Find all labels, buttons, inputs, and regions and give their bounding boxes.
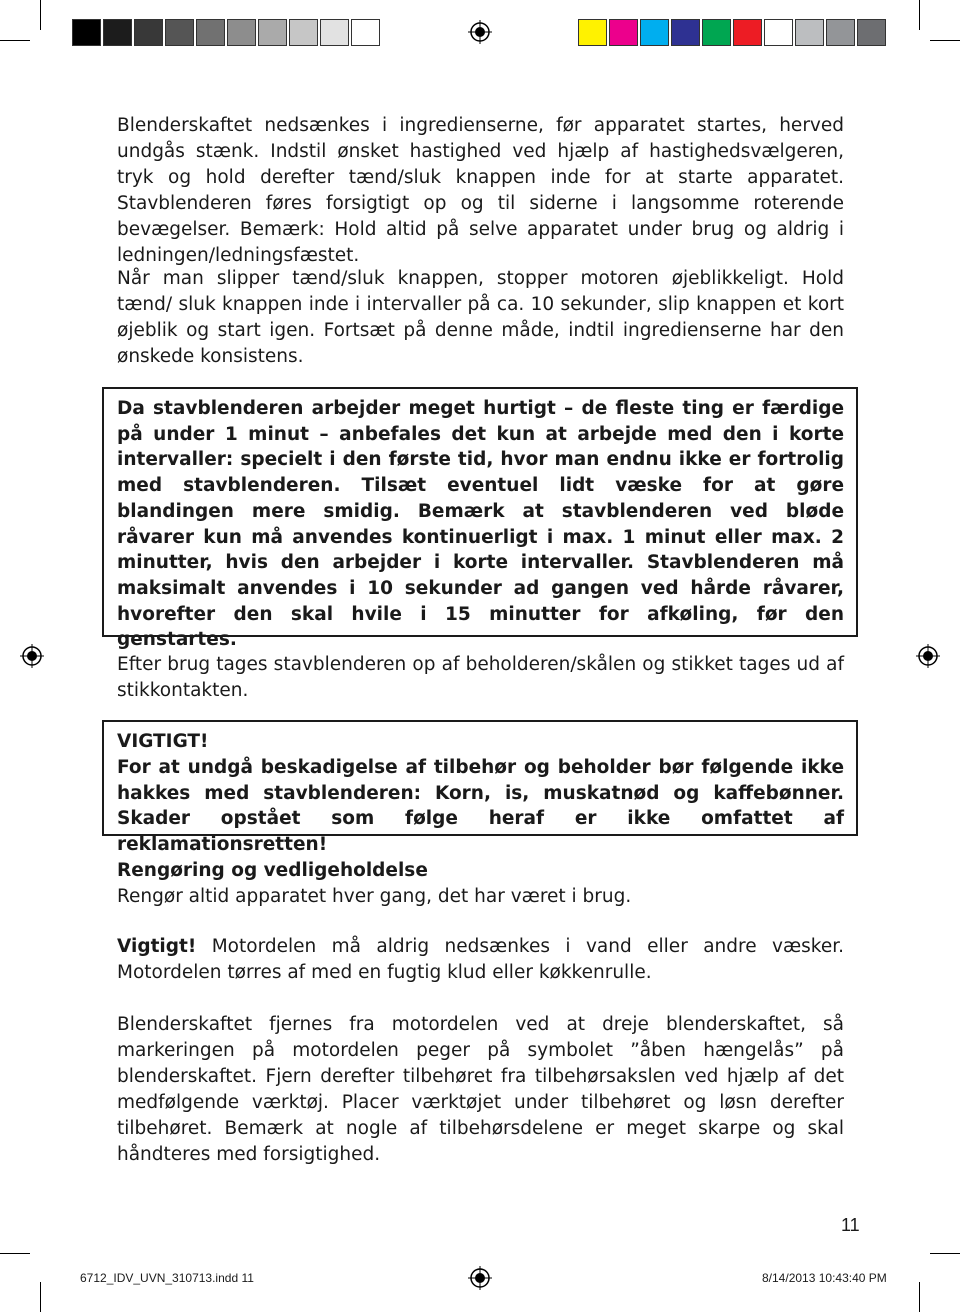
paragraph-clean-after-use: Rengør altid apparatet hver gang, det har været i brug. [117,886,632,907]
crop-mark [0,40,30,41]
warning-box-important-text: For at undgå beskadigelse af tilbehør og beholder bør følgende ikke hakkes med stavblenderen: Korn, is, muskatnød og kaffebønner. Skader opstået som følge heraf er ikke omfattet af reklamationsretten! [117,757,844,856]
registration-mark-icon [916,644,940,668]
date-slug: 8/14/2013 10:43:40 PM [762,1271,887,1285]
color-swatch [134,19,163,46]
color-swatch [227,19,256,46]
registration-mark-icon [468,1266,492,1290]
color-swatch [764,19,793,46]
crop-mark [930,40,960,41]
important-label: Vigtigt! [117,936,197,957]
color-swatch [578,19,607,46]
motor-warning-text: Motordelen må aldrig nedsænkes i vand eller andre væsker. Motordelen tørres af med en fugtig klud eller køkkenrulle. [117,936,844,983]
color-swatch [609,19,638,46]
registration-mark-icon [468,20,492,44]
color-swatch [702,19,731,46]
warning-box-heading: VIGTIGT! [117,731,209,752]
crop-mark [919,1282,920,1312]
color-swatch [640,19,669,46]
file-slug: 6712_IDV_UVN_310713.indd 11 [80,1271,254,1285]
crop-mark [919,0,920,30]
color-swatch [103,19,132,46]
color-swatch [72,19,101,46]
section-heading-cleaning: Rengøring og vedligeholdelse [117,860,428,881]
paragraph-usage-instructions: Blenderskaftet nedsænkes i ingredienserne, før apparatet startes, herved undgås stænk. Indstil ønsket hastighed ved hjælp af hastighedsvælgeren, tryk og hold derefter tænd/sluk knappen inde for at starte apparatet. Stavblenderen føres forsigtigt op og til siderne i langsomme roterende bevægelser. Bemærk: Hold altid på selve apparatet under brug og aldrig i ledningen/ledningsfæstet. [117,115,844,266]
color-swatch [733,19,762,46]
color-swatch [351,19,380,46]
color-swatch [671,19,700,46]
paragraph-motor-warning [117,934,844,986]
color-swatch [289,19,318,46]
color-swatch [258,19,287,46]
paragraph-switch-interval: Når man slipper tænd/sluk knappen, stopper motoren øjeblikkeligt. Hold tænd/ sluk knappen inde i intervaller på ca. 10 sekunder, slip knappen et kort øjeblik og start igen. Fortsæt på denne måde, indtil ingredienserne har den ønskede konsistens. [117,268,844,367]
crop-mark [0,1253,30,1254]
registration-mark-icon [20,644,44,668]
crop-mark [40,1282,41,1312]
color-swatch [196,19,225,46]
crop-mark [930,1253,960,1254]
color-swatch [320,19,349,46]
color-swatch [857,19,886,46]
crop-mark [40,0,41,30]
color-swatch [165,19,194,46]
page-number: 11 [841,1215,860,1235]
warning-box-runtime-text: Da stavblenderen arbejder meget hurtigt – de fleste ting er færdige på under 1 minut – anbefales det kun at arbejde med den i korte intervaller: specielt i den første tid, hvor man endnu ikke er fortrolig med stavblenderen. Tilsæt eventuel lidt væske for at gøre blandingen mere smidig. Bemærk at stavblenderen ved bløde råvarer kun må anvendes kontinuerligt i max. 1 minut eller max. 2 minutter, hvis den arbejder i korte intervaller. Stavblenderen må maksimalt anvendes i 10 sekunder ad gangen ved hårde råvarer, hvorefter den skal hvile i 15 minutter for afkøling, før den genstartes. [117,398,844,651]
color-swatch [826,19,855,46]
paragraph-remove-shaft: Blenderskaftet fjernes fra motordelen ved at dreje blenderskaftet, så markeringen på motordelen peger på symbolet ”åben hængelås” på blenderskaftet. Fjern derefter tilbehøret fra tilbehørsakslen ved hjælp af det medfølgende værktøj. Placer værktøjet under tilbehøret og løsn derefter tilbehøret. Bemærk at nogle af tilbehørsdelene er meget skarpe og skal håndteres med forsigtighed. [117,1014,844,1165]
color-swatch [795,19,824,46]
paragraph-after-use: Efter brug tages stavblenderen op af beholderen/skålen og stikket tages ud af stikkontakten. [117,654,844,701]
